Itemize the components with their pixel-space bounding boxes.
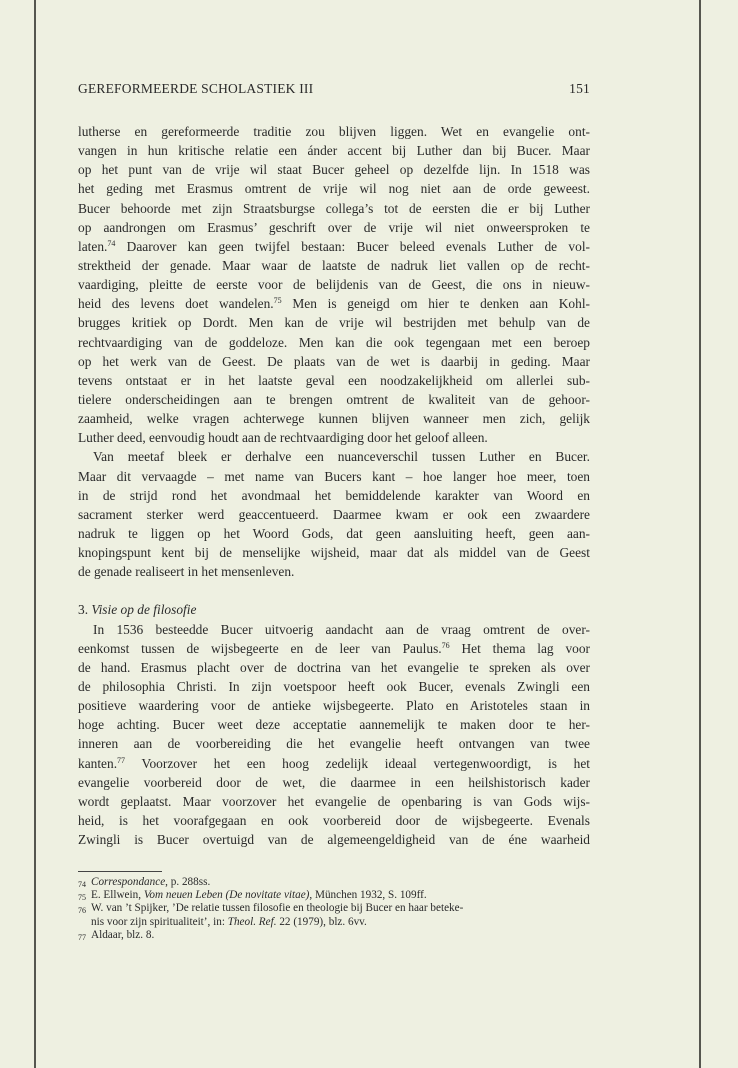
text-segment: Daarover kan geen twijfel bestaan: Bucer beleed evenals Luther de vol- xyxy=(115,238,590,254)
footnote-ref-77: 77 xyxy=(117,755,126,765)
footnote-text: , p. 288ss. xyxy=(165,876,211,888)
text-line: hoge achting. Bucer weet deze acceptatie aannemelijk te maken door te her- xyxy=(78,717,590,733)
text-line: de hand. Erasmus placht over de doctrina van het evangelie te spreken als over xyxy=(78,659,590,675)
section-heading xyxy=(78,600,590,619)
text-line: brugges kritiek op Dordt. Men kan de vrije wil bestrijden met behulp van de xyxy=(78,315,590,331)
text-segment: Het thema lag voor xyxy=(449,640,590,656)
paragraph-1 xyxy=(78,122,590,447)
footnote-text: 22 (1979), blz. 6vv. xyxy=(276,915,367,928)
text-line: Van meetaf bleek er derhalve een nuanceverschil tussen Luther en Bucer. xyxy=(93,449,590,465)
text-line: positieve waardering voor de antieke wijsbegeerte. Plato en Aristoteles staan in xyxy=(78,698,590,714)
text-line: het geding met Erasmus omtrent de vrije wil nog niet aan de orde geweest. xyxy=(78,181,590,197)
text-segment: Men is geneigd om hier te denken aan Kohl- xyxy=(281,296,591,312)
text-line: vangen in hun kritische relatie een ánder accent bij Luther dan bij Bucer. Maar xyxy=(78,143,590,159)
text-line: tevens ontstaat er in het laatste geval een noodzakelijkheid om allerlei sub- xyxy=(78,372,590,388)
page-number: 151 xyxy=(569,81,590,96)
text-line: de philosophia Christi. In zijn voetspoor heeft ook Bucer, evenals Zwingli een xyxy=(78,678,590,694)
footnote-number: 77 xyxy=(78,932,86,942)
footnotes xyxy=(78,876,598,942)
text-segment: kanten. xyxy=(78,755,118,771)
footnote-number: 74 xyxy=(78,880,86,889)
footnote-text: E. Ellwein, xyxy=(91,889,144,902)
scan-edge-right xyxy=(699,0,701,1068)
text-line: wordt geplaatst. Maar voorzover het evangelie de openbaring is van Gods wijs- xyxy=(78,793,590,809)
text-line: zaamheid, welke vragen achterwege kunnen blijven wanneer men zich, gelijk xyxy=(78,411,590,427)
paragraph-3 xyxy=(78,620,590,850)
text-line: op het punt van de vrije wil staat Bucer geheel op dezelfde lijn. In 1518 was xyxy=(78,162,590,178)
footnote-text: , München 1932, S. 109ff. xyxy=(309,889,427,902)
text-segment: eenkomst tussen de wijsbegeerte en de leer van Paulus. xyxy=(78,640,442,656)
section-number: 3. xyxy=(78,602,89,618)
footnote-ref-74: 74 xyxy=(107,238,116,248)
footnote-74 xyxy=(78,876,598,889)
text-line: rechtvaardiging van de goddeloze. Men kan die ook tegengaan met een beroep xyxy=(78,334,590,350)
text-line: lutherse en gereformeerde traditie zou blijven liggen. Wet en evangelie ont- xyxy=(78,124,590,139)
footnote-76-continued xyxy=(78,916,598,929)
footnote-number: 76 xyxy=(78,906,86,916)
text-line xyxy=(78,754,590,773)
footnote-77 xyxy=(78,929,598,942)
text-segment: laten. xyxy=(78,238,108,254)
text-line: sacrament sterker werd geaccentueerd. Daarmee kwam er ook een zwaardere xyxy=(78,506,590,522)
footnote-75 xyxy=(78,889,598,902)
body-text xyxy=(78,122,590,849)
text-segment: heid des levens doet wandelen. xyxy=(78,296,274,312)
text-line xyxy=(78,639,590,658)
text-line: heid, is het voorafgegaan en ook voorbereid door de wijsbegeerte. Evenals xyxy=(78,812,590,828)
text-line: Luther deed, eenvoudig houdt aan de rechtvaardiging door het geloof alleen. xyxy=(78,430,488,446)
text-line: Bucer behoorde met zijn Straatsburgse collega’s tot de eersten die er bij Luther xyxy=(78,200,590,216)
scan-edge-left xyxy=(34,0,36,1068)
text-line: de genade realiseert in het mensenleven. xyxy=(78,564,295,580)
text-line xyxy=(78,237,590,256)
section-gap xyxy=(78,581,590,600)
text-line: vaardiging, pleitte de eerste voor de belijdenis van de Geest, die ons in nieuw- xyxy=(78,277,590,293)
running-title: GEREFORMEERDE SCHOLASTIEK III xyxy=(78,81,314,96)
text-line: in de strijd rond het avondmaal het bemiddelende karakter van Woord en xyxy=(78,487,590,503)
text-line: Maar dit vervaagde – met name van Bucers kant – hoe langer hoe meer, toen xyxy=(78,468,590,484)
text-segment: Voorzover het een hoog zedelijk ideaal vertegenwoordigt, is het xyxy=(125,755,590,771)
text-line: Zwingli is Bucer overtuigd van de algemeengeldigheid van de éne waarheid xyxy=(78,832,590,848)
section-title: Visie op de filosofie xyxy=(91,602,197,618)
footnote-italic: Theol. Ref. xyxy=(227,915,277,928)
footnote-text: nis voor zijn spiritualiteit’, in: xyxy=(91,915,228,928)
footnote-ref-76: 76 xyxy=(441,640,450,650)
text-line: knopingspunt kent bij de menselijke wijsheid, maar dat als middel van de Geest xyxy=(78,545,590,561)
footnote-italic: Correspondance xyxy=(91,876,166,888)
text-line: inneren aan de voorbereiding die het evangelie heeft ontvangen van twee xyxy=(78,736,590,752)
footnote-text: Aldaar, blz. 8. xyxy=(91,928,155,941)
footnote-text: W. van ’t Spijker, ’De relatie tussen filosofie en theologie bij Bucer en haar beteke- xyxy=(91,902,464,915)
text-line: tielere onderscheidingen aan te brengen omtrent de kwaliteit van de gehoor- xyxy=(78,391,590,407)
text-line: In 1536 besteedde Bucer uitvoerig aandacht aan de vraag omtrent de over- xyxy=(93,621,590,637)
text-line: op het werk van de Geest. De plaats van de wet is daarbij in geding. Maar xyxy=(78,353,590,369)
text-line: op aandrongen om Erasmus’ geschrift over de vrije wil niet onweersproken te xyxy=(78,219,590,235)
paragraph-2 xyxy=(78,447,590,581)
text-line xyxy=(78,294,590,313)
footnote-number: 75 xyxy=(78,893,86,903)
footnote-divider xyxy=(78,871,162,872)
running-header xyxy=(78,81,590,99)
text-line: nadruk te liggen op het Woord Gods, dat geen aansluiting heeft, geen aan- xyxy=(78,525,590,541)
text-line: strektheid der genade. Maar waar de laatste de nadruk liet vallen op de recht- xyxy=(78,257,590,273)
footnote-ref-75: 75 xyxy=(273,296,282,306)
footnote-italic: Vom neuen Leben (De novitate vitae) xyxy=(143,889,310,902)
text-line: evangelie voorbereid door de wet, die daarmee in een heilshistorisch kader xyxy=(78,774,590,790)
footnote-76 xyxy=(78,902,598,915)
